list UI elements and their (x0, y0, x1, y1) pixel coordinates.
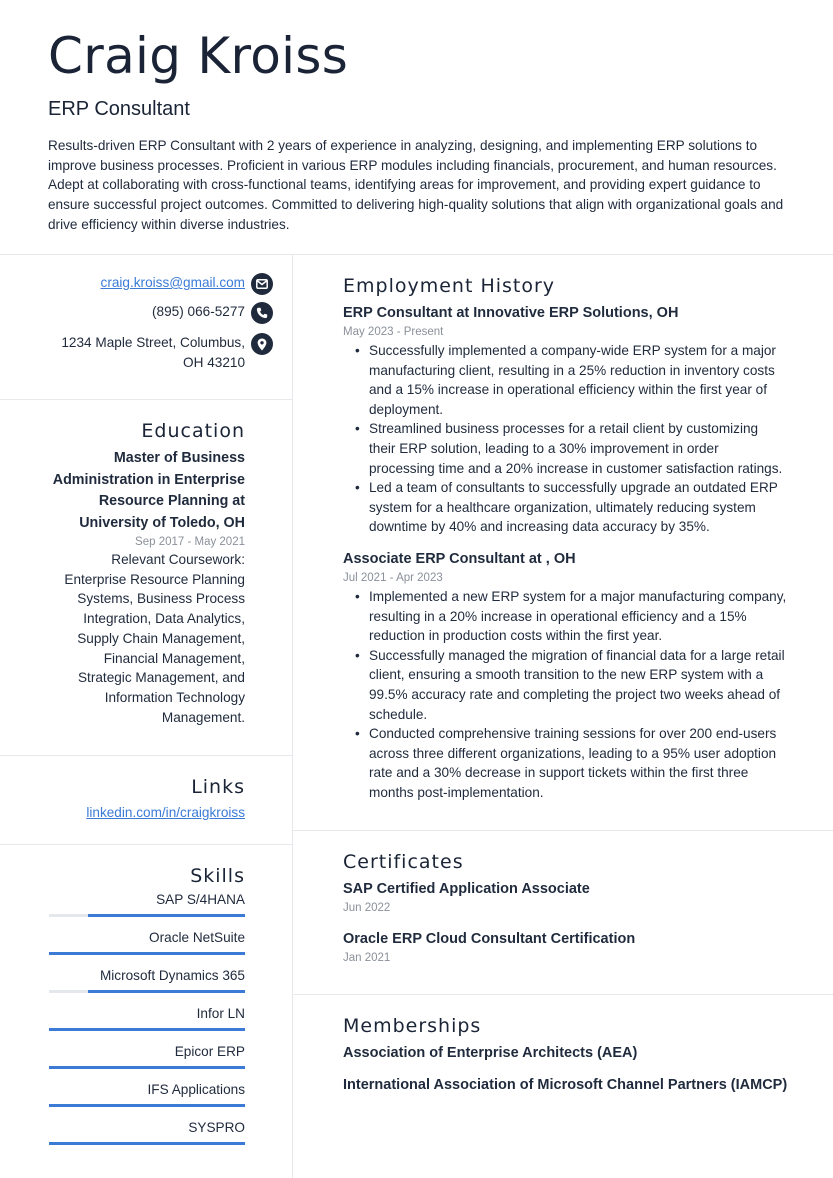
education-entry (53, 448, 245, 727)
candidate-name: Craig Kroiss (48, 27, 349, 85)
membership-item: International Association of Microsoft Channel Partners (IAMCP) (343, 1077, 788, 1093)
memberships-heading: Memberships (343, 1015, 482, 1037)
skills-section (0, 845, 293, 1178)
education-section (0, 400, 293, 756)
job-bullet: • Successfully implemented a company-wide ERP system for a major manufacturing client, resulting in a 25% reduction in inventory costs and a 15% increase in operational efficiency within the first year of deployment. (369, 341, 788, 419)
job-bullets (343, 341, 788, 537)
job-bullet: • Successfully managed the migration of financial data for a large retail client, ensuring a smooth transition to the new ERP system with a 99.5% accuracy rate and completing the project two weeks ahead of schedule. (369, 646, 788, 724)
skill-name: SYSPRO (188, 1120, 245, 1135)
skill-level-bar (49, 1028, 245, 1031)
envelope-icon (251, 273, 273, 295)
job-dates: Jul 2021 - Apr 2023 (343, 572, 443, 584)
skill-item (49, 1081, 245, 1111)
skill-name: Oracle NetSuite (149, 930, 245, 945)
job-bullet: • Streamlined business processes for a retail client by customizing their ERP solution, leading to a 30% improvement in order processing time and a 20% increase in customer satisfaction ratings. (369, 419, 788, 478)
employment-heading: Employment History (343, 275, 556, 297)
contact-section (0, 255, 293, 400)
job-entry (343, 303, 788, 537)
education-heading: Education (141, 420, 245, 442)
skill-item (49, 967, 245, 997)
job-entry (343, 549, 788, 803)
contact-phone-row (152, 302, 273, 324)
resume-header (0, 0, 833, 255)
skill-level-bar (88, 990, 245, 993)
certificates-heading: Certificates (343, 851, 464, 873)
skill-item (49, 891, 245, 921)
map-pin-icon (251, 333, 273, 355)
certificate-date: Jan 2021 (343, 952, 391, 964)
linkedin-link[interactable]: linkedin.com/in/craigkroiss (86, 805, 245, 820)
skill-name: Epicor ERP (174, 1044, 245, 1059)
certificates-section (293, 831, 833, 995)
degree-title: Master of Business Administration in Enterprise Resource Planning at University of Toledo, OH (52, 450, 245, 531)
skill-item (49, 1005, 245, 1035)
job-title: Associate ERP Consultant at , OH (343, 551, 576, 567)
email-link[interactable]: craig.kroiss@gmail.com (100, 275, 245, 290)
skill-level-bar (49, 1066, 245, 1069)
employment-section (293, 255, 833, 831)
certificate-item (343, 879, 788, 917)
links-section (0, 756, 293, 845)
contact-email-row (101, 273, 273, 295)
job-title: ERP Consultant at Innovative ERP Solutions, OH (343, 305, 679, 321)
sidebar (0, 255, 293, 1178)
links-heading: Links (191, 776, 245, 798)
job-dates: May 2023 - Present (343, 326, 444, 338)
skill-level-bar (49, 1104, 245, 1107)
skill-level-bar (49, 1142, 245, 1145)
phone-number: (895) 066-5277 (152, 304, 245, 319)
job-bullet: • Led a team of consultants to successfully upgrade an outdated ERP system for a healthcare organization, ultimately reducing system downtime by 40% and increasing data accuracy by 35%. (369, 478, 788, 537)
certificate-date: Jun 2022 (343, 902, 391, 914)
certificate-title: Oracle ERP Cloud Consultant Certification (343, 931, 636, 947)
skill-level-bar (49, 952, 245, 955)
skill-item (49, 929, 245, 959)
skills-heading: Skills (190, 865, 245, 887)
skill-name: IFS Applications (147, 1082, 245, 1097)
skill-item (49, 1043, 245, 1073)
job-bullet: • Implemented a new ERP system for a major manufacturing company, resulting in a 20% increase in operational efficiency and a 15% reduction in production costs within the first year. (369, 587, 788, 646)
skill-level-bar (88, 914, 245, 917)
skill-name: SAP S/4HANA (156, 892, 245, 907)
address-line-2: OH 43210 (183, 354, 245, 370)
main-content (293, 255, 833, 1178)
memberships-section (293, 995, 833, 1178)
profile-summary: Results-driven ERP Consultant with 2 years of experience in analyzing, designing, and implementing ERP solutions to improve business processes. Proficient in various ERP modules including financials, procurement, and human resources. Adept at collaborating with cross-functional teams, identifying areas for improvement, and providing expert guidance to ensure successful project outcomes. Committed to delivering high-quality solutions that align with organizational goals and drive efficiency within diverse industries. (48, 138, 784, 232)
phone-icon (251, 302, 273, 324)
certificate-title: SAP Certified Application Associate (343, 881, 590, 897)
skill-name: Microsoft Dynamics 365 (99, 968, 245, 983)
skill-name: Infor LN (196, 1006, 245, 1021)
contact-address-row (61, 333, 273, 372)
education-coursework: Relevant Coursework: Enterprise Resource Planning Systems, Business Process Integration, Data Analytics, Supply Chain Management, Financial Management, Strategic Management, and Information Technology Management. (64, 552, 245, 725)
address-line-1: 1234 Maple Street, Columbus, (61, 335, 245, 350)
job-title: ERP Consultant (48, 98, 190, 120)
job-bullets (343, 587, 788, 803)
membership-item: Association of Enterprise Architects (AEA) (343, 1045, 638, 1061)
education-dates: Sep 2017 - May 2021 (135, 536, 245, 548)
certificate-item (343, 929, 788, 967)
skill-item (49, 1119, 245, 1149)
job-bullet: • Conducted comprehensive training sessions for over 200 end-users across three different organizations, leading to a 95% user adoption rate and a 30% decrease in support tickets within the first three months post-implementation. (369, 724, 788, 802)
